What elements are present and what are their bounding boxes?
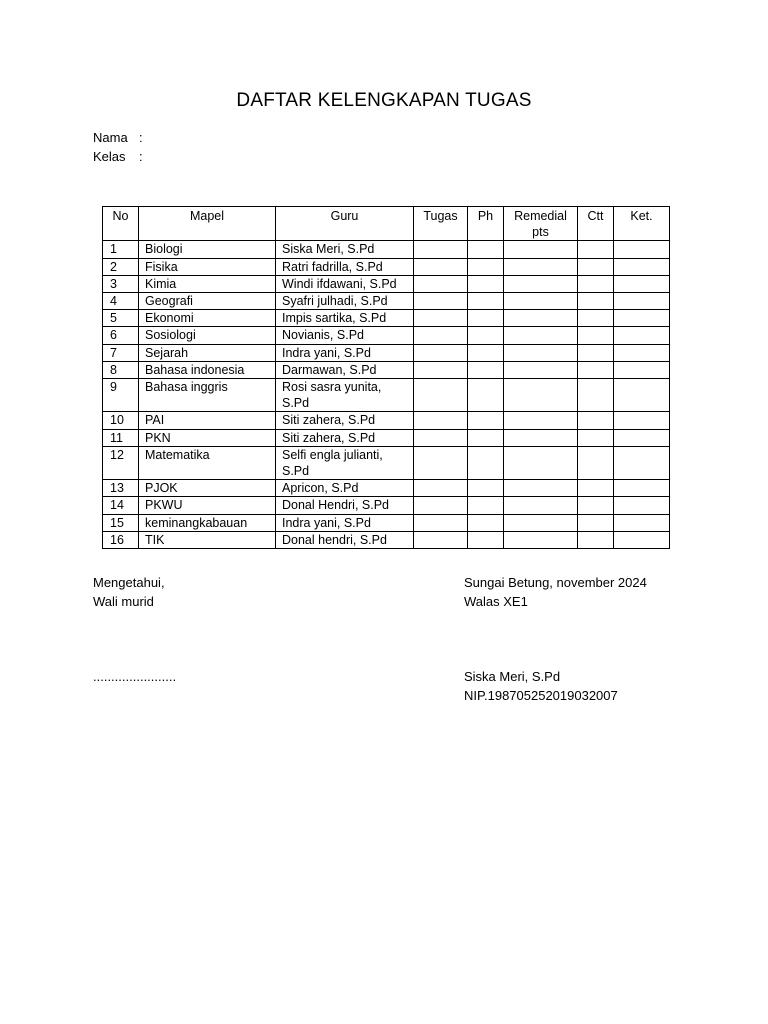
cell-tugas [414,531,468,548]
cell-guru: Siti zahera, S.Pd [276,429,414,446]
header-ket: Ket. [614,207,670,241]
cell-mapel: Matematika [139,446,276,479]
header-ctt: Ctt [578,207,614,241]
cell-guru: Ratri fadrilla, S.Pd [276,258,414,275]
cell-ctt [578,531,614,548]
cell-tugas [414,379,468,412]
table-row [103,361,670,378]
cell-ph [468,293,504,310]
table-body [103,241,670,549]
cell-guru: Siska Meri, S.Pd [276,241,414,258]
cell-no: 1 [103,241,139,258]
cell-remedial-pts [504,275,578,292]
cell-mapel: Ekonomi [139,310,276,327]
cell-ctt [578,514,614,531]
cell-ctt [578,412,614,429]
teacher-name: Siska Meri, S.Pd [464,669,561,684]
table-row [103,480,670,497]
cell-ket [614,344,670,361]
cell-remedial-pts [504,241,578,258]
cell-remedial-pts [504,514,578,531]
header-ph: Ph [468,207,504,241]
cell-remedial-pts [504,429,578,446]
cell-ctt [578,258,614,275]
nama-separator: : [139,130,143,145]
cell-tugas [414,412,468,429]
header-mapel: Mapel [139,207,276,241]
cell-mapel: Kimia [139,275,276,292]
cell-ph [468,429,504,446]
table-row [103,344,670,361]
header-guru: Guru [276,207,414,241]
cell-guru: Windi ifdawani, S.Pd [276,275,414,292]
cell-guru: Apricon, S.Pd [276,480,414,497]
cell-remedial-pts [504,293,578,310]
cell-no: 3 [103,275,139,292]
table-row [103,258,670,275]
header-remedial-pts: Remedial pts [504,207,578,241]
cell-remedial-pts [504,446,578,479]
cell-tugas [414,429,468,446]
cell-ctt [578,241,614,258]
table-row [103,379,670,412]
cell-ph [468,310,504,327]
nama-label: Nama [93,130,128,145]
cell-tugas [414,241,468,258]
table-row [103,514,670,531]
cell-ket [614,379,670,412]
cell-tugas [414,361,468,378]
cell-mapel: TIK [139,531,276,548]
cell-guru: Selfi engla julianti, S.Pd [276,446,414,479]
cell-tugas [414,497,468,514]
cell-ctt [578,344,614,361]
cell-no: 4 [103,293,139,310]
cell-tugas [414,327,468,344]
cell-tugas [414,275,468,292]
cell-ket [614,429,670,446]
cell-ph [468,241,504,258]
cell-remedial-pts [504,344,578,361]
cell-tugas [414,514,468,531]
cell-remedial-pts [504,361,578,378]
table-row [103,446,670,479]
cell-ctt [578,480,614,497]
table-row [103,531,670,548]
cell-guru: Novianis, S.Pd [276,327,414,344]
task-completion-table [102,206,670,549]
document-title: DAFTAR KELENGKAPAN TUGAS [236,90,532,111]
table-row [103,241,670,258]
cell-no: 15 [103,514,139,531]
cell-remedial-pts [504,412,578,429]
header-tugas: Tugas [414,207,468,241]
cell-mapel: PKWU [139,497,276,514]
cell-ket [614,310,670,327]
cell-ket [614,514,670,531]
cell-mapel: PJOK [139,480,276,497]
cell-ph [468,480,504,497]
cell-mapel: Geografi [139,293,276,310]
cell-ket [614,412,670,429]
cell-remedial-pts [504,310,578,327]
cell-mapel: PKN [139,429,276,446]
cell-mapel: Sosiologi [139,327,276,344]
table-row [103,412,670,429]
cell-no: 5 [103,310,139,327]
cell-ph [468,275,504,292]
cell-ctt [578,293,614,310]
wali-murid-signature-line: ....................... [93,669,177,684]
table-row [103,327,670,344]
cell-ket [614,497,670,514]
cell-no: 8 [103,361,139,378]
cell-ph [468,379,504,412]
cell-guru: Syafri julhadi, S.Pd [276,293,414,310]
cell-mapel: Sejarah [139,344,276,361]
cell-guru: Darmawan, S.Pd [276,361,414,378]
walas-label: Walas XE1 [464,594,528,609]
cell-ctt [578,379,614,412]
cell-remedial-pts [504,258,578,275]
cell-mapel: Bahasa indonesia [139,361,276,378]
cell-ph [468,531,504,548]
cell-remedial-pts [504,327,578,344]
nama-field [93,129,143,147]
mengetahui-label: Mengetahui, [93,575,165,590]
cell-ph [468,258,504,275]
cell-remedial-pts [504,379,578,412]
wali-murid-label: Wali murid [93,594,154,609]
header-no: No [103,207,139,241]
cell-ph [468,327,504,344]
cell-ctt [578,497,614,514]
cell-ph [468,361,504,378]
cell-mapel: Bahasa inggris [139,379,276,412]
cell-ket [614,480,670,497]
cell-ctt [578,327,614,344]
table-row [103,310,670,327]
cell-ph [468,497,504,514]
cell-ket [614,327,670,344]
cell-remedial-pts [504,531,578,548]
cell-remedial-pts [504,497,578,514]
cell-ket [614,293,670,310]
cell-ctt [578,361,614,378]
kelas-field [93,148,143,166]
cell-ket [614,258,670,275]
cell-guru: Indra yani, S.Pd [276,344,414,361]
cell-mapel: PAI [139,412,276,429]
cell-guru: Donal Hendri, S.Pd [276,497,414,514]
cell-guru: Indra yani, S.Pd [276,514,414,531]
cell-mapel: Fisika [139,258,276,275]
table-row [103,293,670,310]
cell-no: 11 [103,429,139,446]
cell-ket [614,531,670,548]
cell-ctt [578,446,614,479]
cell-ctt [578,310,614,327]
cell-no: 12 [103,446,139,479]
place-date-label: Sungai Betung, november 2024 [464,575,647,590]
cell-guru: Donal hendri, S.Pd [276,531,414,548]
cell-ph [468,344,504,361]
cell-ket [614,275,670,292]
cell-mapel: Biologi [139,241,276,258]
cell-no: 6 [103,327,139,344]
table-row [103,429,670,446]
cell-ctt [578,429,614,446]
cell-remedial-pts [504,480,578,497]
table-row [103,275,670,292]
cell-no: 13 [103,480,139,497]
cell-no: 10 [103,412,139,429]
cell-guru: Siti zahera, S.Pd [276,412,414,429]
cell-no: 2 [103,258,139,275]
cell-ph [468,446,504,479]
cell-mapel: keminangkabauan [139,514,276,531]
cell-ph [468,412,504,429]
cell-tugas [414,446,468,479]
cell-ket [614,361,670,378]
teacher-nip: NIP.198705252019032007 [464,688,618,703]
cell-tugas [414,293,468,310]
cell-tugas [414,344,468,361]
kelas-separator: : [139,149,143,164]
cell-ph [468,514,504,531]
cell-no: 9 [103,379,139,412]
kelas-label: Kelas [93,149,126,164]
table-header-row [103,207,670,241]
cell-guru: Rosi sasra yunita, S.Pd [276,379,414,412]
table-row [103,497,670,514]
cell-no: 7 [103,344,139,361]
cell-ctt [578,275,614,292]
cell-tugas [414,258,468,275]
cell-ket [614,241,670,258]
cell-tugas [414,480,468,497]
cell-tugas [414,310,468,327]
cell-ket [614,446,670,479]
cell-no: 16 [103,531,139,548]
cell-guru: Impis sartika, S.Pd [276,310,414,327]
cell-no: 14 [103,497,139,514]
